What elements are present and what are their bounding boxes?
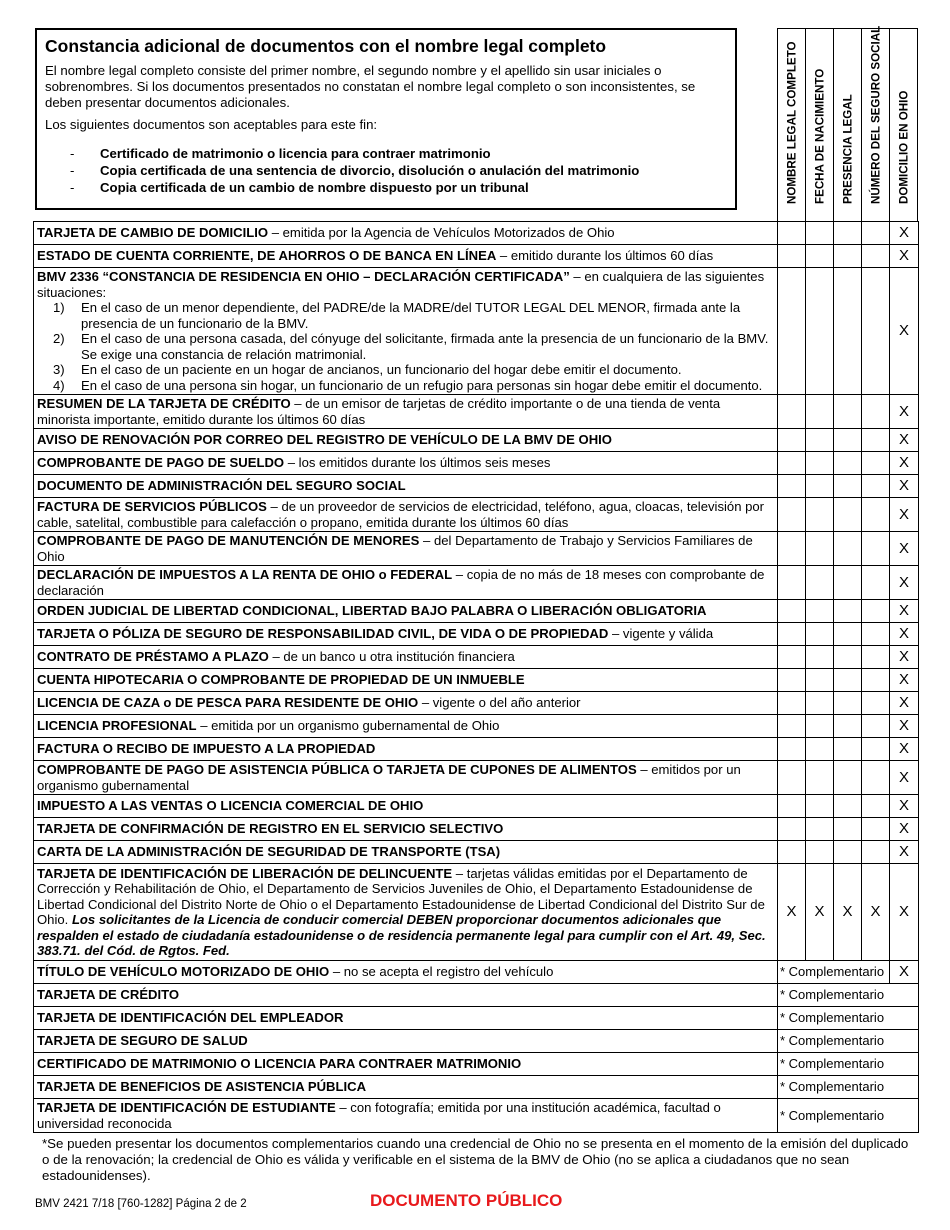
empty-cell [806, 600, 834, 623]
row-description: TARJETA DE CRÉDITO [34, 984, 778, 1007]
empty-cell [834, 795, 862, 818]
check-mark: X [890, 623, 919, 646]
empty-cell [862, 532, 890, 566]
row-description: FACTURA DE SERVICIOS PÚBLICOS – de un proveedor de servicios de electricidad, teléfono, agua, cloacas, televisión por cable, satelital, combustible para calefacción o propano, emitida durante los últimos 60 días [34, 498, 778, 532]
empty-cell [834, 532, 862, 566]
empty-cell [778, 795, 806, 818]
check-mark: X [890, 692, 919, 715]
empty-cell [806, 245, 834, 268]
row-description: DECLARACIÓN DE IMPUESTOS A LA RENTA DE OHIO o FEDERAL – copia de no más de 18 meses con comprobante de declaración [34, 566, 778, 600]
column-header: DOMICILIO EN OHIO [889, 28, 918, 221]
row-description: IMPUESTO A LAS VENTAS O LICENCIA COMERCIAL DE OHIO [34, 795, 778, 818]
table-row [34, 761, 919, 795]
empty-cell [806, 268, 834, 395]
empty-cell [778, 600, 806, 623]
empty-cell [778, 738, 806, 761]
empty-cell [862, 715, 890, 738]
empty-cell [862, 222, 890, 245]
empty-cell [778, 566, 806, 600]
empty-cell [834, 395, 862, 429]
empty-cell [862, 429, 890, 452]
empty-cell [778, 646, 806, 669]
row-description: ESTADO DE CUENTA CORRIENTE, DE AHORROS O DE BANCA EN LÍNEA – emitido durante los últimos 60 días [34, 245, 778, 268]
row-description: COMPROBANTE DE PAGO DE SUELDO – los emitidos durante los últimos seis meses [34, 452, 778, 475]
empty-cell [778, 692, 806, 715]
table-row [34, 429, 919, 452]
empty-cell [806, 715, 834, 738]
list-item: 1) En el caso de un menor dependiente, del PADRE/de la MADRE/del TUTOR LEGAL DEL MENOR, firmada ante la presencia de un funcionario de la BMV. [53, 300, 741, 331]
complementary-label: * Complementario [778, 961, 890, 984]
empty-cell [806, 222, 834, 245]
table-row [34, 268, 919, 395]
empty-cell [806, 692, 834, 715]
empty-cell [834, 623, 862, 646]
empty-cell [806, 646, 834, 669]
table-row [34, 600, 919, 623]
table-row [34, 1007, 919, 1030]
check-mark: X [890, 600, 919, 623]
list-item: - Certificado de matrimonio o licencia para contraer matrimonio [70, 146, 491, 161]
table-row [34, 395, 919, 429]
complementary-label: * Complementario [778, 1076, 919, 1099]
check-mark: X [890, 452, 919, 475]
empty-cell [778, 245, 806, 268]
check-mark: X [890, 498, 919, 532]
column-header: PRESENCIA LEGAL [833, 28, 862, 221]
empty-cell [778, 429, 806, 452]
empty-cell [778, 841, 806, 864]
table-row [34, 669, 919, 692]
check-mark: X [834, 864, 862, 961]
row-description: DOCUMENTO DE ADMINISTRACIÓN DEL SEGURO SOCIAL [34, 475, 778, 498]
table-row [34, 961, 919, 984]
empty-cell [806, 795, 834, 818]
empty-cell [778, 268, 806, 395]
empty-cell [862, 475, 890, 498]
empty-cell [862, 452, 890, 475]
row-description: LICENCIA PROFESIONAL – emitida por un organismo gubernamental de Ohio [34, 715, 778, 738]
empty-cell [862, 600, 890, 623]
table-row [34, 475, 919, 498]
table-row [34, 646, 919, 669]
form-id: BMV 2421 7/18 [760-1282] Página 2 de 2 [35, 1198, 247, 1210]
row-description: COMPROBANTE DE PAGO DE ASISTENCIA PÚBLICA O TARJETA DE CUPONES DE ALIMENTOS – emitidos por un organismo gubernamental [34, 761, 778, 795]
row-description: TARJETA DE IDENTIFICACIÓN DE LIBERACIÓN DE DELINCUENTE – tarjetas válidas emitidas por el Departamento de Corrección y Rehabilitación de Ohio, el Departamento de Servicios Juveniles de Ohio, el Departamento Estadounidense de Libertad Condicional del Distrito Norte de Ohio o el Departamento Estadounidense de Libertad Condicional del Distrito Sur de Ohio. Los solicitantes de la Licencia de conducir comercial DEBEN proporcionar documentos adicionales que respalden el estado de ciudadanía estadounidense o de residencia permanente legal para cumplir con el Art. 49, Sec. 383.71. del Cód. de Rgtos. Fed. [34, 864, 778, 961]
empty-cell [862, 646, 890, 669]
list-item: - Copia certificada de un cambio de nombre dispuesto por un tribunal [70, 180, 529, 195]
row-description: CUENTA HIPOTECARIA O COMPROBANTE DE PROPIEDAD DE UN INMUEBLE [34, 669, 778, 692]
footnote: *Se pueden presentar los documentos complementarios cuando una credencial de Ohio no se presenta en el momento de la emisión del duplicado o de la renovación; la credencial de Ohio es válida y verificable en el sistema de la BMV de Ohio (no se aplica a ciudadanos que no sean estadounidenses). [42, 1136, 909, 1183]
empty-cell [862, 841, 890, 864]
row-description: AVISO DE RENOVACIÓN POR CORREO DEL REGISTRO DE VEHÍCULO DE LA BMV DE OHIO [34, 429, 778, 452]
check-mark: X [890, 395, 919, 429]
empty-cell [834, 268, 862, 395]
row-description: COMPROBANTE DE PAGO DE MANUTENCIÓN DE MENORES – del Departamento de Trabajo y Servicios Familiares de Ohio [34, 532, 778, 566]
check-mark: X [890, 795, 919, 818]
list-item: 4) En el caso de una persona sin hogar, un funcionario de un refugio para personas sin hogar debe emitir el documento. [53, 377, 763, 393]
check-mark: X [778, 864, 806, 961]
list-item: 2) En el caso de una persona casada, del cónyuge del solicitante, firmada ante la presencia de un funcionario de la BMV. Se exige una constancia de relación matrimonial. [53, 331, 769, 362]
empty-cell [778, 222, 806, 245]
empty-cell [862, 761, 890, 795]
table-row [34, 623, 919, 646]
complementary-label: * Complementario [778, 984, 919, 1007]
check-mark: X [890, 669, 919, 692]
empty-cell [806, 738, 834, 761]
table-row [34, 864, 919, 961]
check-mark: X [862, 864, 890, 961]
accepted-docs-list [45, 145, 727, 196]
empty-cell [862, 566, 890, 600]
complementary-label: * Complementario [778, 1030, 919, 1053]
empty-cell [806, 669, 834, 692]
info-title: Constancia adicional de documentos con el nombre legal completo [45, 36, 607, 56]
check-mark: X [890, 715, 919, 738]
row-description: TARJETA DE CONFIRMACIÓN DE REGISTRO EN EL SERVICIO SELECTIVO [34, 818, 778, 841]
check-mark: X [890, 864, 919, 961]
check-mark: X [890, 646, 919, 669]
check-mark: X [890, 761, 919, 795]
empty-cell [778, 452, 806, 475]
empty-cell [834, 738, 862, 761]
check-mark: X [890, 429, 919, 452]
row-description: TARJETA DE IDENTIFICACIÓN DE ESTUDIANTE – con fotografía; emitida por una institución académica, facultad o universidad reconocida [34, 1099, 778, 1133]
table-row [34, 984, 919, 1007]
row-description: TÍTULO DE VEHÍCULO MOTORIZADO DE OHIO – no se acepta el registro del vehículo [34, 961, 778, 984]
row-description: CERTIFICADO DE MATRIMONIO O LICENCIA PARA CONTRAER MATRIMONIO [34, 1053, 778, 1076]
empty-cell [862, 395, 890, 429]
empty-cell [806, 761, 834, 795]
row-description: CONTRATO DE PRÉSTAMO A PLAZO – de un banco u otra institución financiera [34, 646, 778, 669]
empty-cell [834, 475, 862, 498]
empty-cell [778, 475, 806, 498]
check-mark: X [806, 864, 834, 961]
empty-cell [834, 452, 862, 475]
empty-cell [834, 566, 862, 600]
documents-table [33, 221, 919, 1133]
empty-cell [778, 669, 806, 692]
table-row [34, 738, 919, 761]
check-mark: X [890, 222, 919, 245]
empty-cell [834, 818, 862, 841]
row-description: TARJETA DE IDENTIFICACIÓN DEL EMPLEADOR [34, 1007, 778, 1030]
empty-cell [806, 818, 834, 841]
check-mark: X [890, 268, 919, 395]
empty-cell [862, 268, 890, 395]
check-mark: X [890, 532, 919, 566]
table-row [34, 245, 919, 268]
empty-cell [778, 715, 806, 738]
complementary-label: * Complementario [778, 1007, 919, 1030]
table-row [34, 1053, 919, 1076]
empty-cell [834, 669, 862, 692]
empty-cell [806, 452, 834, 475]
info-paragraph: Los siguientes documentos son aceptables para este fin: [45, 117, 378, 132]
row-description: TARJETA DE SEGURO DE SALUD [34, 1030, 778, 1053]
empty-cell [862, 795, 890, 818]
table-row [34, 1030, 919, 1053]
list-item: - Copia certificada de una sentencia de divorcio, disolución o anulación del matrimonio [70, 163, 640, 178]
empty-cell [806, 623, 834, 646]
empty-cell [778, 818, 806, 841]
empty-cell [806, 566, 834, 600]
table-row [34, 1076, 919, 1099]
empty-cell [806, 475, 834, 498]
table-row [34, 692, 919, 715]
complementary-label: * Complementario [778, 1099, 919, 1133]
empty-cell [862, 818, 890, 841]
info-box [35, 28, 737, 210]
empty-cell [862, 498, 890, 532]
empty-cell [806, 532, 834, 566]
row-description: CARTA DE LA ADMINISTRACIÓN DE SEGURIDAD DE TRANSPORTE (TSA) [34, 841, 778, 864]
column-header: NÚMERO DEL SEGURO SOCIAL [861, 28, 890, 221]
table-row [34, 818, 919, 841]
check-mark: X [890, 841, 919, 864]
check-mark: X [890, 738, 919, 761]
empty-cell [834, 498, 862, 532]
empty-cell [834, 646, 862, 669]
empty-cell [862, 245, 890, 268]
empty-cell [778, 395, 806, 429]
check-mark: X [890, 475, 919, 498]
empty-cell [834, 841, 862, 864]
check-mark: X [890, 818, 919, 841]
row-description: TARJETA DE BENEFICIOS DE ASISTENCIA PÚBLICA [34, 1076, 778, 1099]
column-header: NOMBRE LEGAL COMPLETO [777, 28, 806, 221]
empty-cell [806, 429, 834, 452]
check-mark: X [890, 245, 919, 268]
empty-cell [834, 715, 862, 738]
empty-cell [862, 669, 890, 692]
table-row [34, 566, 919, 600]
empty-cell [834, 692, 862, 715]
empty-cell [806, 395, 834, 429]
info-paragraph: El nombre legal completo consiste del primer nombre, el segundo nombre y el apellido sin usar iniciales o sobrenombres. Si los documentos presentados no constatan el nombre legal completo o son inconsistentes, se deben presentar documentos adicionales. [45, 63, 696, 110]
empty-cell [834, 429, 862, 452]
empty-cell [834, 245, 862, 268]
empty-cell [778, 532, 806, 566]
row-description: TARJETA DE CAMBIO DE DOMICILIO – emitida por la Agencia de Vehículos Motorizados de Ohio [34, 222, 778, 245]
row-description: ORDEN JUDICIAL DE LIBERTAD CONDICIONAL, LIBERTAD BAJO PALABRA O LIBERACIÓN OBLIGATORIA [34, 600, 778, 623]
table-row [34, 452, 919, 475]
table-row [34, 715, 919, 738]
table-row [34, 1099, 919, 1133]
empty-cell [834, 222, 862, 245]
empty-cell [778, 498, 806, 532]
empty-cell [778, 623, 806, 646]
table-row [34, 795, 919, 818]
table-row [34, 498, 919, 532]
table-row [34, 532, 919, 566]
empty-cell [834, 761, 862, 795]
empty-cell [862, 692, 890, 715]
row-description: BMV 2336 “CONSTANCIA DE RESIDENCIA EN OHIO – DECLARACIÓN CERTIFICADA” – en cualquiera de las siguientes situaciones: 1) En el caso de un menor dependiente, del PADRE/de la MADRE/del TUTOR LEGAL DEL MENOR, firmada ante la presencia de un funcionario de la BMV. 2) En el caso de una persona casada, del cónyuge del solicitante, firmada ante la presencia de un funcionario de la BMV. Se exige una constancia de relación matrimonial. 3) En el caso de un paciente en un hogar de ancianos, un funcionario del hogar debe emitir el documento. 4) En el caso de una persona sin hogar, un funcionario de un refugio para personas sin hogar debe emitir el documento. [34, 268, 778, 395]
complementary-label: * Complementario [778, 1053, 919, 1076]
check-mark: X [890, 961, 919, 984]
empty-cell [806, 498, 834, 532]
empty-cell [862, 623, 890, 646]
table-row [34, 841, 919, 864]
row-description: TARJETA O PÓLIZA DE SEGURO DE RESPONSABILIDAD CIVIL, DE VIDA O DE PROPIEDAD – vigente y válida [34, 623, 778, 646]
row-description: LICENCIA DE CAZA o DE PESCA PARA RESIDENTE DE OHIO – vigente o del año anterior [34, 692, 778, 715]
empty-cell [778, 761, 806, 795]
public-document-label: DOCUMENTO PÚBLICO [370, 1191, 563, 1210]
empty-cell [862, 738, 890, 761]
empty-cell [834, 600, 862, 623]
empty-cell [806, 841, 834, 864]
column-header: FECHA DE NACIMIENTO [805, 28, 834, 221]
table-row [34, 222, 919, 245]
check-mark: X [890, 566, 919, 600]
list-item: 3) En el caso de un paciente en un hogar de ancianos, un funcionario del hogar debe emitir el documento. [53, 362, 682, 377]
row-description: RESUMEN DE LA TARJETA DE CRÉDITO – de un emisor de tarjetas de crédito importante o de una tienda de venta minorista importante, emitido durante los últimos 60 días [34, 395, 778, 429]
row-description: FACTURA O RECIBO DE IMPUESTO A LA PROPIEDAD [34, 738, 778, 761]
